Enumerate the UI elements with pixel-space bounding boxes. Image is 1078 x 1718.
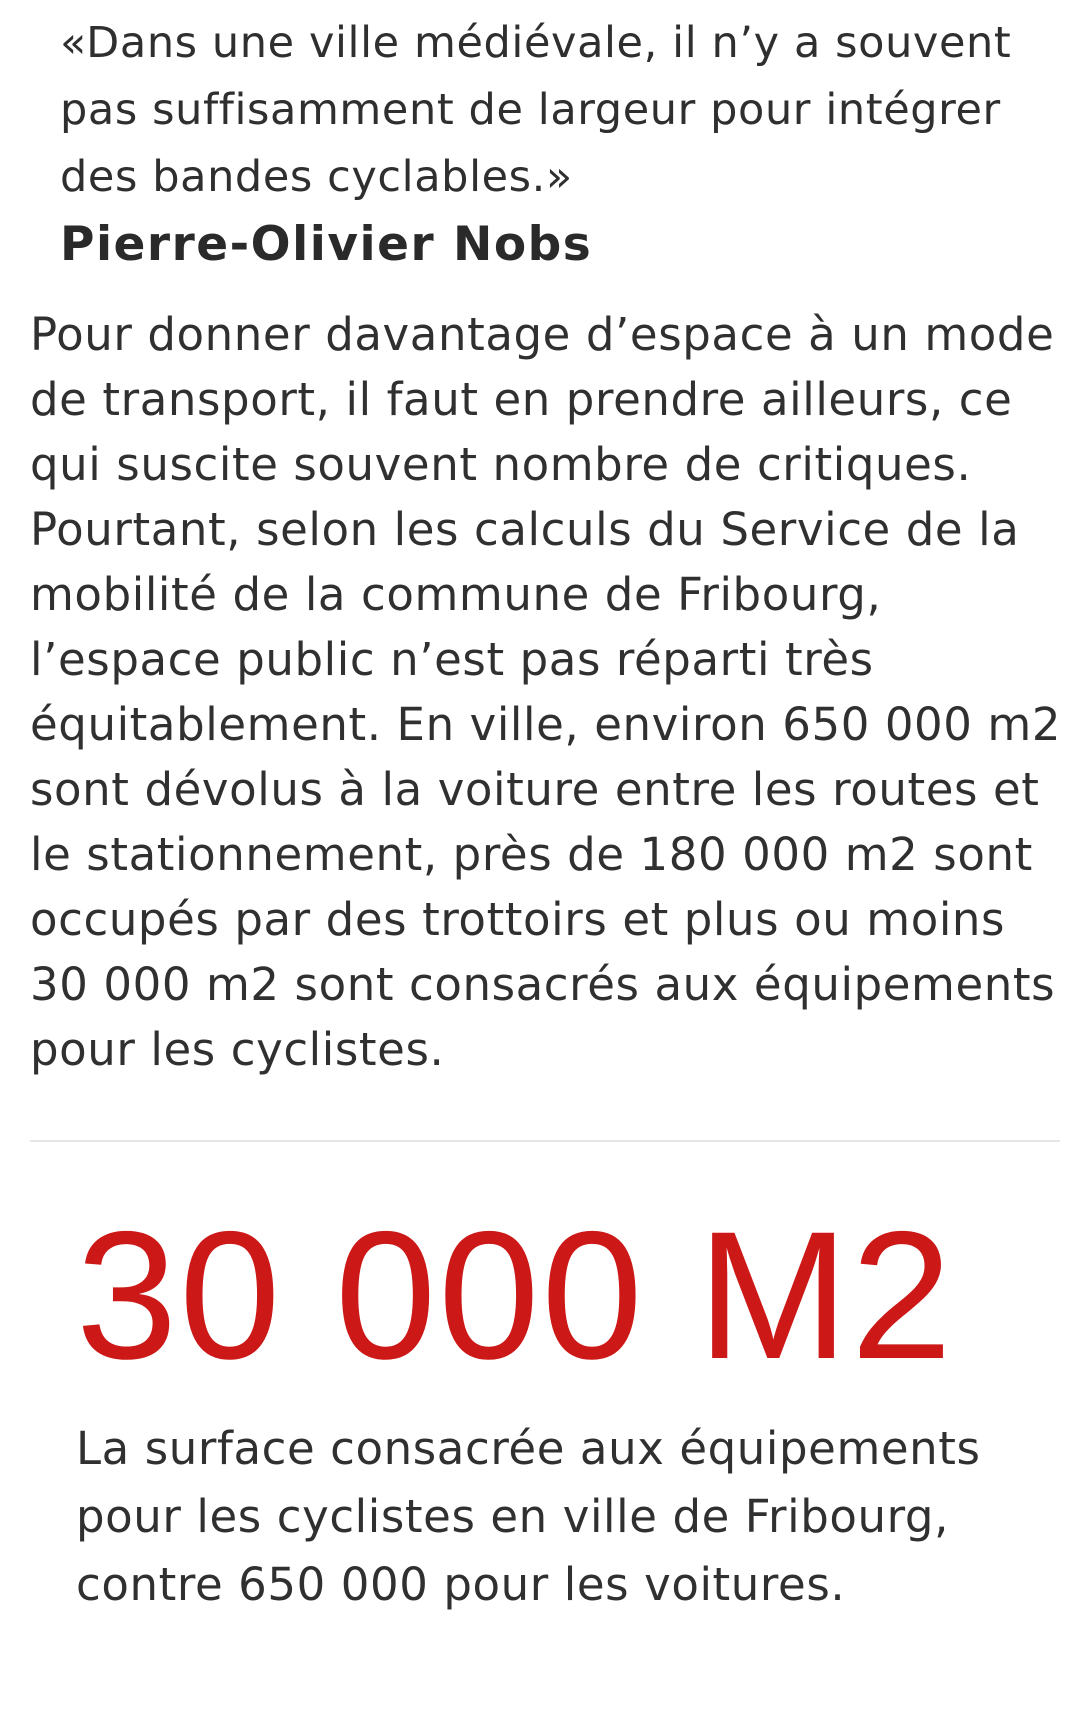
key-figure: 30 000 M2 <box>76 1193 955 1397</box>
quote-author: Pierre-Olivier Nobs <box>60 217 593 272</box>
pull-quote <box>60 10 1020 278</box>
section-divider <box>30 1140 1060 1142</box>
key-figure-block <box>76 1193 1066 1619</box>
quote-text: «Dans une ville médiévale, il n’y a souvent pas suffisamment de largeur pour intégrer des bandes cyclables.» <box>60 18 1012 202</box>
article-paragraph: Pour donner davantage d’espace à un mode de transport, il faut en prendre ailleurs, ce qui suscite souvent nombre de critiques. Pourtant, selon les calculs du Service de la mobilité de la commune de Fribourg, l’espace public n’est pas réparti très équitablement. En ville, environ 650 000 m2 sont dévolus à la voiture entre les routes et le stationnement, près de 180 000 m2 sont occupés par des trottoirs et plus ou moins 30 000 m2 sont consacrés aux équipements pour les cyclistes. <box>30 308 1062 1076</box>
key-figure-caption: La surface consacrée aux équipements pour les cyclistes en ville de Fribourg, contre 650 000 pour les voitures. <box>76 1422 981 1611</box>
